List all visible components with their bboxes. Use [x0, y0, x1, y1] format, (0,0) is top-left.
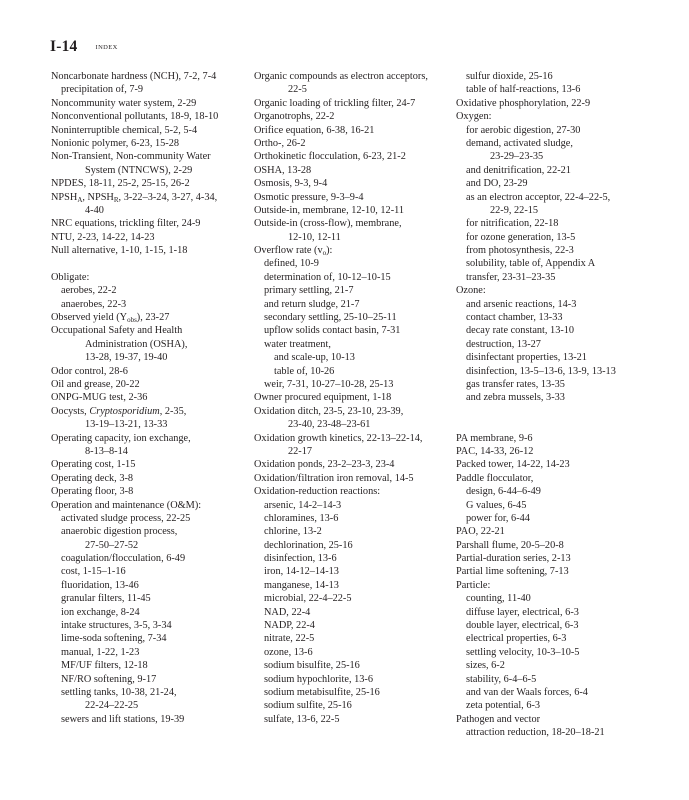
index-subentry: zeta potential, 6-3 [466, 700, 541, 712]
index-entry: Observed yield $(Y_{obs})$, 23-27 [51, 312, 170, 325]
index-entry: Packed tower, 14-22, 14-23 [456, 459, 570, 471]
index-subentry: anaerobes, 22-3 [61, 298, 127, 310]
index-subentry: cost, 1-15–1-16 [61, 566, 126, 578]
index-column-2 [254, 70, 454, 726]
index-subentry: for ozone generation, 13-5 [466, 231, 576, 243]
index-entry: Orthokinetic flocculation, 6-23, 21-2 [254, 151, 406, 163]
index-subentry: 23-29–23-35 [490, 151, 544, 163]
section-gap [456, 405, 656, 418]
index-subentry: destruction, 13-27 [466, 338, 541, 350]
index-subentry: sulfate, 13-6, 22-5 [264, 713, 340, 725]
index-subentry: chloramines, 13-6 [264, 512, 339, 524]
index-subentry: sulfur dioxide, 25-16 [466, 71, 553, 82]
index-column-3 [456, 70, 656, 740]
index-subentry: and van der Waals forces, 6-4 [466, 686, 588, 698]
index-entry: PA membrane, 9-6 [456, 432, 533, 444]
index-subentry: fluoridation, 13-46 [61, 579, 139, 591]
index-entry: Nonionic polymer, 6-23, 15-28 [51, 137, 179, 149]
index-subentry: stability, 6-4–6-5 [466, 673, 537, 685]
index-subentry: and scale-up, 10-13 [274, 352, 355, 364]
index-subentry: double layer, electrical, 6-3 [466, 620, 579, 632]
section-gap [456, 418, 656, 431]
section-gap [51, 257, 251, 270]
index-entry: Parshall flume, 20-5–20-8 [456, 539, 564, 551]
index-subentry: defined, 10-9 [264, 258, 319, 270]
index-subentry: MF/UF filters, 12-18 [61, 660, 148, 672]
index-subentry: intake structures, 3-5, 3-34 [61, 620, 172, 632]
index-entry: Oocysts, Cryptosporidium, 2-35, [51, 405, 187, 417]
index-entry: Noncarbonate hardness (NCH), 7-2, 7-4 [51, 71, 217, 82]
index-entry: Oxidation ditch, 23-5, 23-10, 23-39, [254, 405, 404, 417]
index-entry: OSHA, 13-28 [254, 164, 312, 176]
index-subentry: settling velocity, 10-3–10-5 [466, 646, 580, 658]
index-subentry: arsenic, 14-2–14-3 [264, 499, 342, 511]
index-subentry: as an electron acceptor, 22-4–22-5, [466, 191, 611, 203]
index-entry: Particle: [456, 579, 491, 591]
index-subentry: aerobes, 22-2 [61, 285, 117, 297]
running-head: INDEX [95, 44, 118, 51]
index-subentry: manual, 1-22, 1-23 [61, 646, 140, 658]
index-entry: Ortho-, 26-2 [254, 137, 306, 149]
index-entry: NPDES, 18-11, 25-2, 25-15, 26-2 [51, 178, 190, 190]
index-subentry: 8-13–8-14 [85, 445, 128, 457]
index-subentry: transfer, 23-31–23-35 [466, 271, 556, 283]
index-entry: Pathogen and vector [456, 713, 541, 725]
index-subentry: weir, 7-31, 10-27–10-28, 25-13 [264, 378, 394, 390]
index-subentry: contact chamber, 13-33 [466, 312, 563, 324]
index-subentry: and denitrification, 22-21 [466, 164, 571, 176]
index-subentry: Administration (OSHA), [85, 338, 188, 350]
index-subentry: upflow solids contact basin, 7-31 [264, 325, 401, 337]
index-entry: Organic compounds as electron acceptors, [254, 71, 428, 82]
index-subentry: sodium hypochlorite, 13-6 [264, 673, 373, 685]
index-entry: Organic loading of trickling filter, 24-7 [254, 97, 416, 109]
index-subentry: and DO, 23-29 [466, 178, 528, 190]
index-entry: Oxygen: [456, 111, 492, 123]
index-subentry: NADP, 22-4 [264, 620, 315, 632]
index-subentry: diffuse layer, electrical, 6-3 [466, 606, 579, 618]
index-subentry: nitrate, 22-5 [264, 633, 315, 645]
index-subentry: sewers and lift stations, 19-39 [61, 713, 185, 725]
index-entry: Organotrophs, 22-2 [254, 111, 335, 123]
index-entry: Null alternative, 1-10, 1-15, 1-18 [51, 245, 188, 257]
index-entry: Operating capacity, ion exchange, [51, 432, 191, 444]
index-entry: Oxidation ponds, 23-2–23-3, 23-4 [254, 459, 395, 471]
index-subentry: from photosynthesis, 22-3 [466, 245, 574, 257]
index-subentry: 12-10, 12-11 [288, 231, 341, 243]
index-entry: Outside-in (cross-flow), membrane, [254, 218, 402, 230]
index-entry: Outside-in, membrane, 12-10, 12-11 [254, 204, 405, 216]
index-entry: Operating floor, 3-8 [51, 486, 134, 498]
index-entry: Paddle flocculator, [456, 472, 534, 484]
index-entry: Non-Transient, Non-community Water [51, 151, 211, 163]
index-subentry: activated sludge process, 22-25 [61, 512, 191, 524]
index-subentry: for nitrification, 22-18 [466, 218, 559, 230]
index-entry: ONPG-MUG test, 2-36 [51, 392, 148, 404]
index-entry: Osmotic pressure, 9-3–9-4 [254, 191, 364, 203]
index-subentry: sodium metabisulfite, 25-16 [264, 686, 380, 698]
index-entry: Oxidation-reduction reactions: [254, 486, 381, 498]
index-entry: Partial-duration series, 2-13 [456, 553, 571, 565]
index-subentry: NAD, 22-4 [264, 606, 311, 618]
index-subentry: design, 6-44–6-49 [466, 486, 541, 498]
index-subentry: chlorine, 13-2 [264, 526, 322, 538]
index-subentry: 22-9, 22-15 [490, 204, 539, 216]
index-entry: Operation and maintenance (O&M): [51, 499, 202, 511]
index-entry: Operating cost, 1-15 [51, 459, 136, 471]
index-entry: Noninterruptible chemical, 5-2, 5-4 [51, 124, 198, 136]
index-subentry: and zebra mussels, 3-33 [466, 392, 565, 404]
index-subentry: 27-50–27-52 [85, 539, 139, 551]
index-subentry: settling tanks, 10-38, 21-24, [61, 686, 177, 698]
index-subentry: 22-24–22-25 [85, 700, 139, 712]
index-subentry: 22-17 [288, 445, 313, 457]
index-subentry: primary settling, 21-7 [264, 285, 354, 297]
index-column-1 [51, 70, 251, 726]
index-subentry: decay rate constant, 13-10 [466, 325, 575, 337]
index-subentry: demand, activated sludge, [466, 137, 573, 149]
index-entry: Overflow rate $(v_o)$: [254, 245, 333, 258]
index-subentry: table of half-reactions, 13-6 [466, 84, 581, 96]
index-entry: Obligate: [51, 271, 90, 283]
index-entry: NTU, 2-23, 14-22, 14-23 [51, 231, 155, 243]
index-entry: Oil and grease, 20-22 [51, 378, 140, 390]
index-subentry: water treatment, [264, 338, 331, 350]
index-entry: Oxidative phosphorylation, 22-9 [456, 97, 591, 109]
index-subentry: sodium sulfite, 25-16 [264, 700, 352, 712]
index-subentry: iron, 14-12–14-13 [264, 566, 339, 578]
index-entry: PAC, 14-33, 26-12 [456, 445, 534, 457]
index-subentry: anaerobic digestion process, [61, 526, 178, 538]
index-entry: Orifice equation, 6-38, 16-21 [254, 124, 375, 136]
index-subentry: NF/RO softening, 9-17 [61, 673, 157, 685]
index-entry: Owner procured equipment, 1-18 [254, 392, 392, 404]
index-subentry: coagulation/flocculation, 6-49 [61, 553, 186, 565]
index-subentry: power for, 6-44 [466, 512, 530, 524]
index-entry: $NPSH_A$, $NPSH_R$, 3-22–3-24, 3-27, 4-34, [51, 191, 218, 204]
index-entry: NRC equations, trickling filter, 24-9 [51, 218, 201, 230]
index-entry: Occupational Safety and Health [51, 325, 183, 337]
index-entry: Oxidation growth kinetics, 22-13–22-14, [254, 432, 423, 444]
index-subentry: disinfection, 13-6 [264, 553, 337, 565]
page-header [50, 38, 118, 56]
index-entry: Osmosis, 9-3, 9-4 [254, 178, 328, 190]
index-subentry: microbial, 22-4–22-5 [264, 593, 352, 605]
index-entry: Partial lime softening, 7-13 [456, 566, 569, 578]
page-number: I-14 [50, 38, 78, 55]
index-subentry: gas transfer rates, 13-35 [466, 378, 565, 390]
index-subentry: disinfectant properties, 13-21 [466, 352, 587, 364]
index-subentry: table of, 10-26 [274, 365, 335, 377]
index-subentry: dechlorination, 25-16 [264, 539, 353, 551]
index-subentry: sodium bisulfite, 25-16 [264, 660, 360, 672]
index-entry: Noncommunity water system, 2-29 [51, 97, 197, 109]
index-entry: Operating deck, 3-8 [51, 472, 134, 484]
index-subentry: lime-soda softening, 7-34 [61, 633, 167, 645]
index-subentry: for aerobic digestion, 27-30 [466, 124, 581, 136]
index-subentry: precipitation of, 7-9 [61, 84, 144, 96]
index-entry: PAO, 22-21 [456, 526, 505, 538]
index-subentry: and arsenic reactions, 14-3 [466, 298, 577, 310]
index-subentry: solubility, table of, Appendix A [466, 258, 596, 270]
index-subentry: 13-19–13-21, 13-33 [85, 419, 168, 431]
index-subentry: ion exchange, 8-24 [61, 606, 140, 618]
index-subentry: System (NTNCWS), 2-29 [85, 164, 193, 176]
index-subentry: electrical properties, 6-3 [466, 633, 567, 645]
index-subentry: granular filters, 11-45 [61, 593, 151, 605]
index-subentry: disinfection, 13-5–13-6, 13-9, 13-13 [466, 365, 616, 377]
index-subentry: 4-40 [85, 204, 104, 216]
index-subentry: counting, 11-40 [466, 593, 531, 605]
index-subentry: secondary settling, 25-10–25-11 [264, 312, 397, 324]
index-entry: Nonconventional pollutants, 18-9, 18-10 [51, 111, 219, 123]
index-subentry: manganese, 14-13 [264, 579, 339, 591]
index-subentry: 22-5 [288, 84, 307, 96]
index-subentry: 13-28, 19-37, 19-40 [85, 352, 168, 364]
index-subentry: 23-40, 23-48–23-61 [288, 419, 371, 431]
index-entry: Oxidation/filtration iron removal, 14-5 [254, 472, 414, 484]
index-subentry: determination of, 10-12–10-15 [264, 271, 391, 283]
index-entry: Odor control, 28-6 [51, 365, 128, 377]
index-subentry: G values, 6-45 [466, 499, 527, 511]
index-subentry: sizes, 6-2 [466, 660, 505, 672]
index-subentry: ozone, 13-6 [264, 646, 313, 658]
index-subentry: and return sludge, 21-7 [264, 298, 360, 310]
index-entry: Ozone: [456, 285, 486, 297]
index-subentry: attraction reduction, 18-20–18-21 [466, 727, 605, 739]
